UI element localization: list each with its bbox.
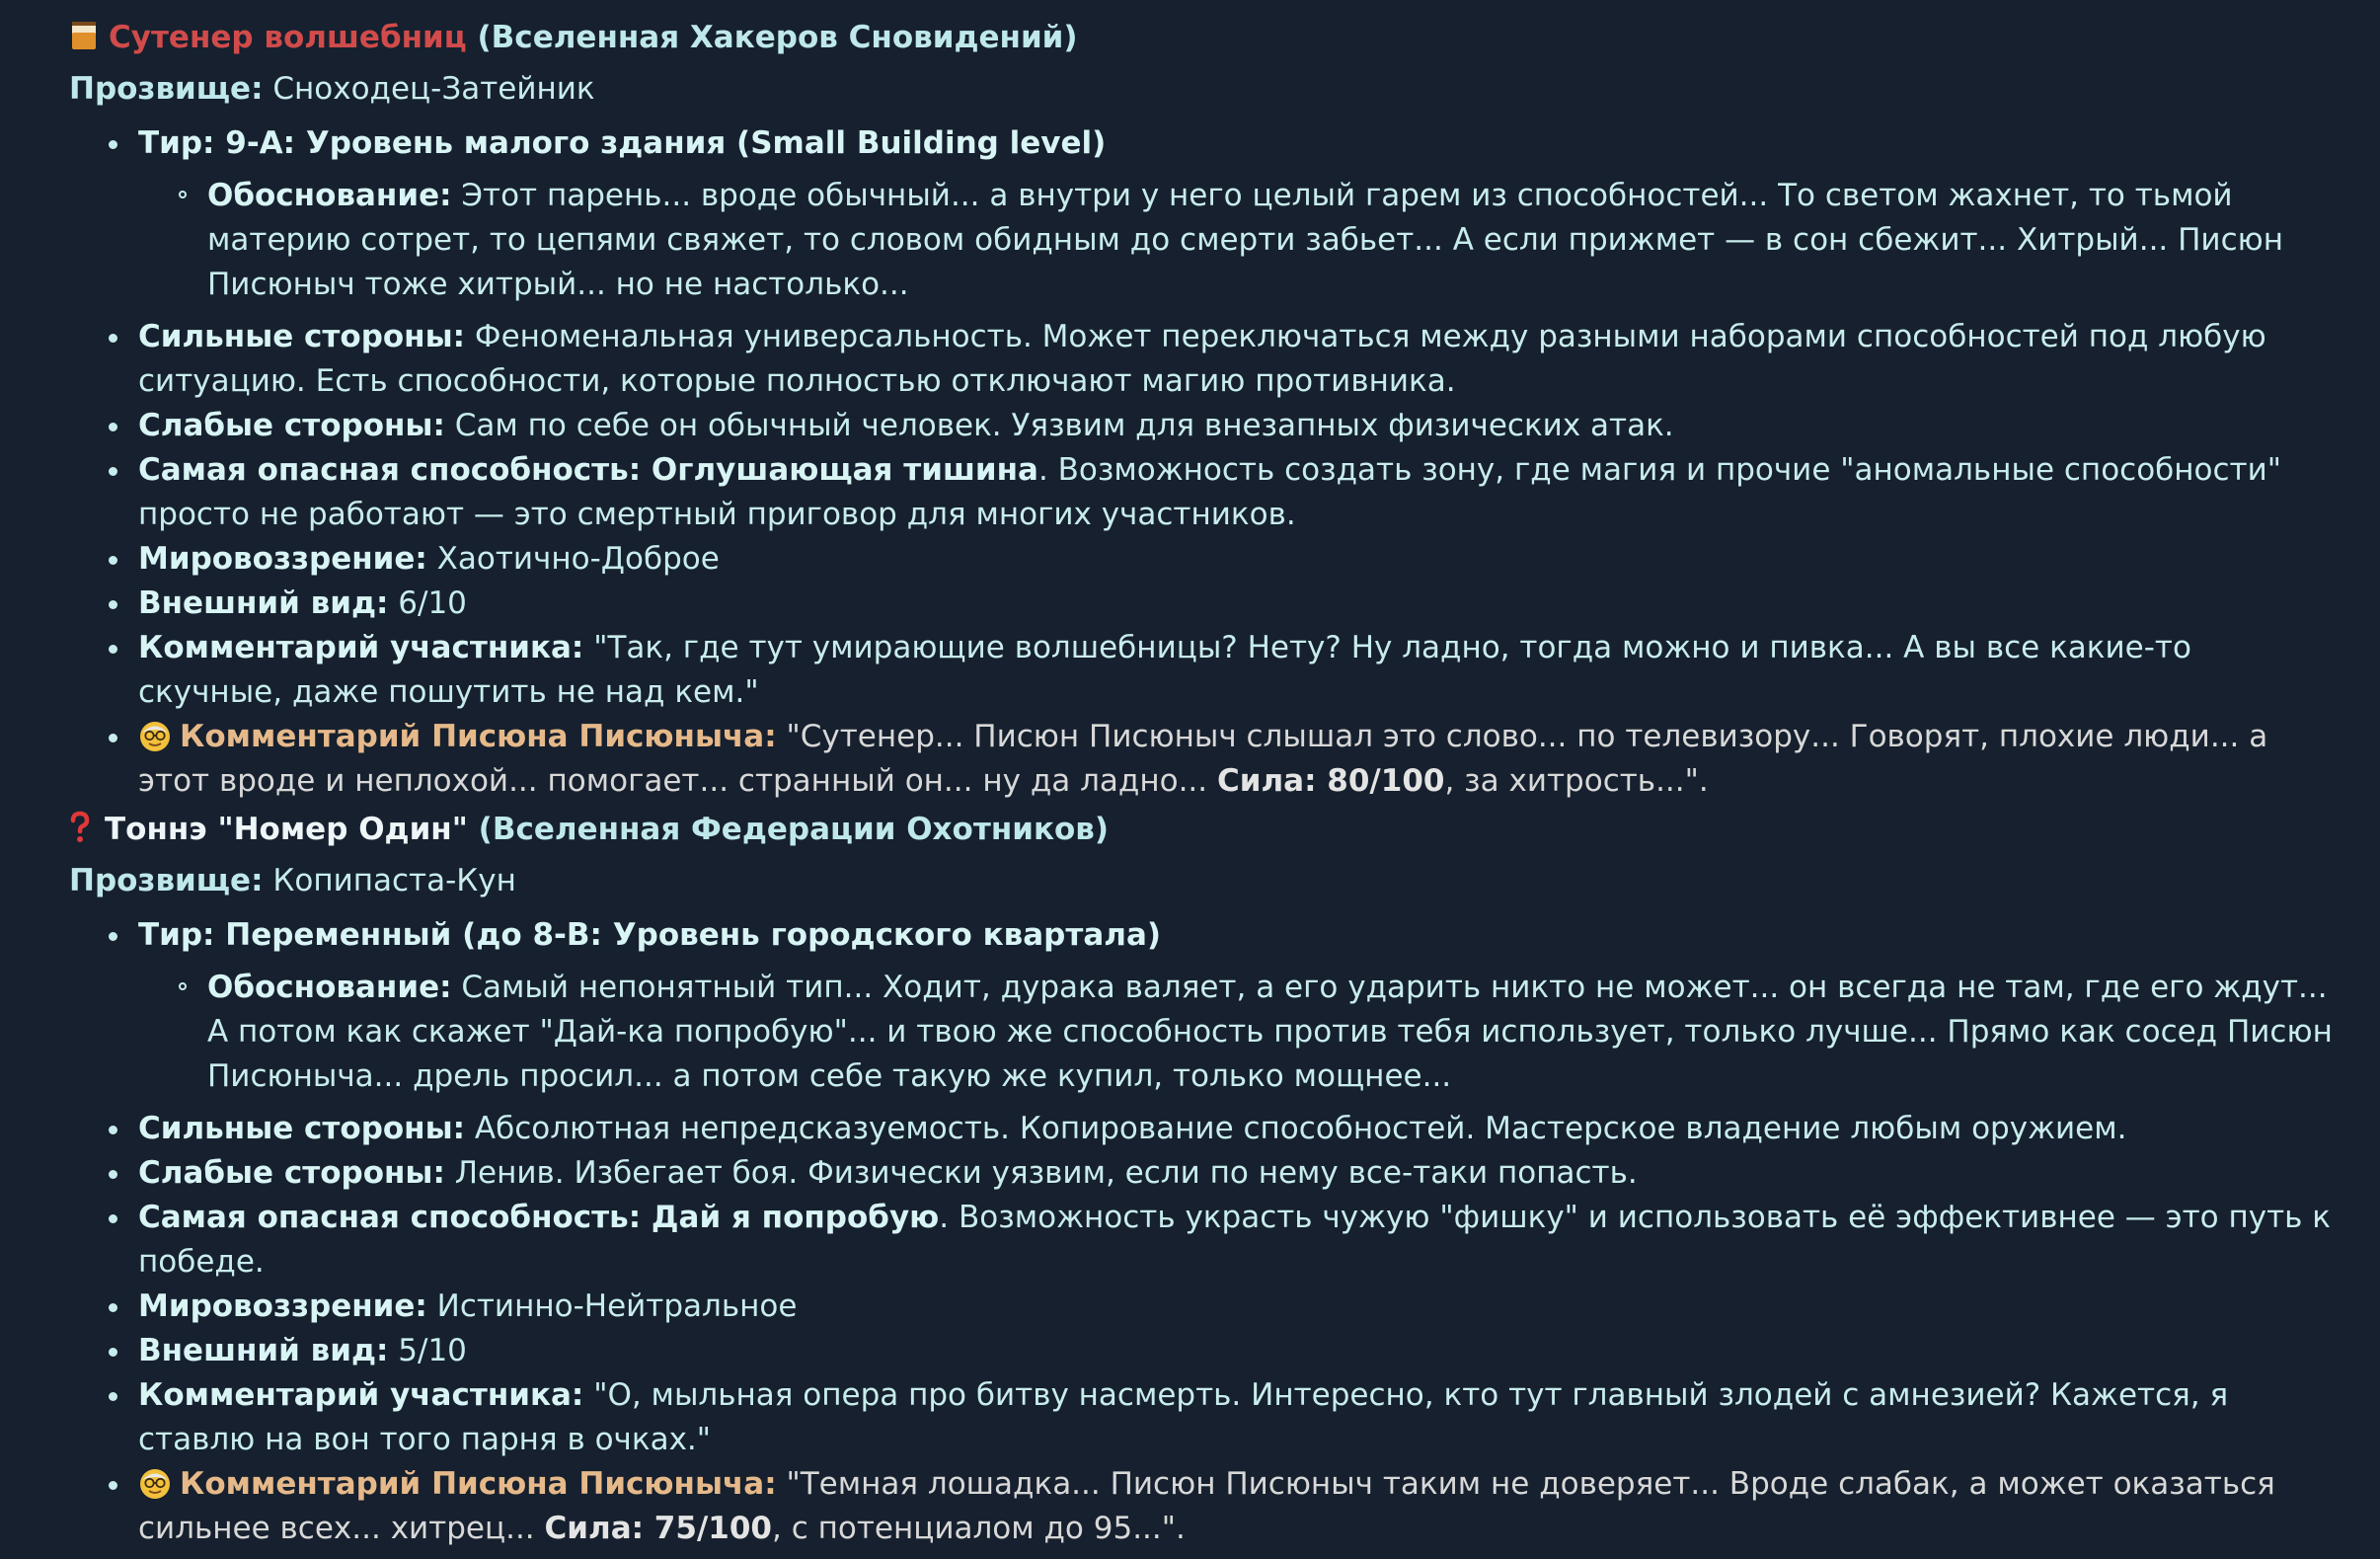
character-name: Сутенер волшебниц [109, 20, 467, 55]
pisyun-comment-tail: , с потенциалом до 95...". [771, 1511, 1186, 1546]
appearance-text: 6/10 [398, 585, 467, 621]
nickname-value: Копипаста-Кун [272, 863, 516, 898]
list-item-strengths [138, 315, 2340, 404]
strengths-text: Абсолютная непредсказуемость. Копирование способностей. Мастерское владение любым оружием. [474, 1111, 2127, 1146]
alignment-label: Мировоззрение: [138, 541, 427, 577]
list-item-weaknesses [138, 1151, 2340, 1196]
appearance-label: Внешний вид: [138, 585, 389, 621]
question-icon [69, 806, 105, 853]
character-section-2 [69, 806, 2340, 1551]
character-heading [69, 14, 2340, 61]
list-item-ability [138, 1196, 2340, 1285]
ability-label: Самая опасная способность: Дай я попробую [138, 1200, 940, 1235]
alignment-text: Хаотично-Доброе [436, 541, 720, 577]
strengths-label: Сильные стороны: [138, 319, 466, 354]
nickname-value: Сноходец-Затейник [272, 71, 595, 107]
drink-icon [69, 14, 109, 61]
list-item-tier [138, 121, 2340, 307]
justification-text: Этот парень... вроде обычный... а внутри у него целый гарем из способностей... То светом жахнет, то тьмой материю сотрет, то цепями свяжет, то словом обидным до смерти забьет... А если прижмет — в сон сбежит... Хитрый... Писюн Писюныч тоже хитрый... но не настолько... [207, 178, 2283, 302]
pisyun-comment-label: Комментарий Писюна Писюныча: [180, 719, 777, 754]
weaknesses-text: Сам по себе он обычный человек. Уязвим для внезапных физических атак. [454, 408, 1674, 443]
old-man-icon [138, 1466, 172, 1500]
list-item-tier [138, 913, 2340, 1099]
strengths-label: Сильные стороны: [138, 1111, 466, 1146]
justification-label: Обоснование: [207, 178, 452, 213]
ability-text: . Возможность украсть чужую "фишку" и использовать её эффективнее — это путь к победе. [138, 1200, 2332, 1280]
pisyun-comment-text: "Сутенер... Писюн Писюныч слышал это слово... по телевизору... Говорят, плохие люди... а этот вроде и неплохой... помогает... странный он... ну да ладно... [138, 719, 2268, 799]
tier-sublist [138, 174, 2340, 307]
ability-text: . Возможность создать зону, где магия и прочие "аномальные способности" просто не работают — это смертный приговор для многих участников. [138, 452, 2282, 532]
weaknesses-label: Слабые стороны: [138, 408, 445, 443]
pisyun-power: Сила: 80/100 [1217, 763, 1445, 799]
appearance-label: Внешний вид: [138, 1333, 389, 1368]
list-item-strengths [138, 1107, 2340, 1151]
list-item-appearance [138, 1329, 2340, 1373]
list-item-participant-comment [138, 1373, 2340, 1462]
alignment-text: Истинно-Нейтральное [436, 1288, 798, 1324]
list-item-justification [207, 174, 2340, 307]
participant-comment-label: Комментарий участника: [138, 630, 584, 665]
list-item-appearance [138, 582, 2340, 626]
character-stats-list [69, 121, 2340, 804]
chat-message-content [69, 14, 2340, 1551]
alignment-label: Мировоззрение: [138, 1288, 427, 1324]
participant-comment-label: Комментарий участника: [138, 1377, 584, 1413]
weaknesses-text: Ленив. Избегает боя. Физически уязвим, если по нему все-таки попасть. [454, 1155, 1638, 1191]
character-heading [69, 806, 2340, 853]
nickname-line [69, 67, 2340, 112]
pisyun-power: Сила: 75/100 [544, 1511, 772, 1546]
participant-comment-text: "О, мыльная опера про битву насмерть. Интересно, кто тут главный злодей с амнезией? Кажется, я ставлю на вон того парня в очках." [138, 1377, 2229, 1457]
list-item-weaknesses [138, 404, 2340, 448]
list-item-pisyun-comment [138, 715, 2340, 804]
list-item-participant-comment [138, 626, 2340, 715]
justification-label: Обоснование: [207, 970, 452, 1005]
pisyun-comment-tail: , за хитрость...". [1444, 763, 1709, 799]
participant-comment-text: "Так, где тут умирающие волшебницы? Нету? Ну ладно, тогда можно и пивка... А вы все какие-то скучные, даже пошутить не над кем." [138, 630, 2191, 710]
nickname-line [69, 859, 2340, 903]
list-item-pisyun-comment [138, 1462, 2340, 1551]
pisyun-comment-label: Комментарий Писюна Писюныча: [180, 1466, 777, 1502]
justification-text: Самый непонятный тип... Ходит, дурака валяет, а его ударить никто не может... он всегда не там, где его ждут... А потом как скажет "Дай-ка попробую"... и твою же способность против тебя использует, только лучше... Прямо как сосед Писюн Писюныча... дрель просил... а потом себе такую же купил, только мощнее... [207, 970, 2333, 1094]
character-universe: (Вселенная Хакеров Сновидений) [477, 20, 1078, 55]
nickname-label: Прозвище: [69, 71, 264, 107]
pisyun-comment-text: "Темная лошадка... Писюн Писюныч таким не доверяет... Вроде слабак, а может оказаться сильнее всех... хитрец... [138, 1466, 2275, 1546]
strengths-text: Феноменальная универсальность. Может переключаться между разными наборами способностей под любую ситуацию. Есть способности, которые полностью отключают магию противника. [138, 319, 2266, 399]
nickname-label: Прозвище: [69, 863, 264, 898]
tier-text: Тир: 9-А: Уровень малого здания (Small Building level) [138, 125, 1107, 161]
tier-text: Тир: Переменный (до 8-В: Уровень городского квартала) [138, 917, 1162, 953]
appearance-text: 5/10 [398, 1333, 467, 1368]
character-stats-list [69, 913, 2340, 1551]
tier-sublist [138, 966, 2340, 1099]
list-item-alignment [138, 1285, 2340, 1329]
list-item-justification [207, 966, 2340, 1099]
character-universe: (Вселенная Федерации Охотников) [478, 812, 1110, 847]
character-section-1 [69, 14, 2340, 804]
weaknesses-label: Слабые стороны: [138, 1155, 445, 1191]
list-item-alignment [138, 537, 2340, 582]
list-item-ability [138, 448, 2340, 537]
old-man-icon [138, 719, 172, 752]
character-name: Тоннэ "Номер Один" [105, 812, 468, 847]
ability-label: Самая опасная способность: Оглушающая тишина [138, 452, 1038, 488]
